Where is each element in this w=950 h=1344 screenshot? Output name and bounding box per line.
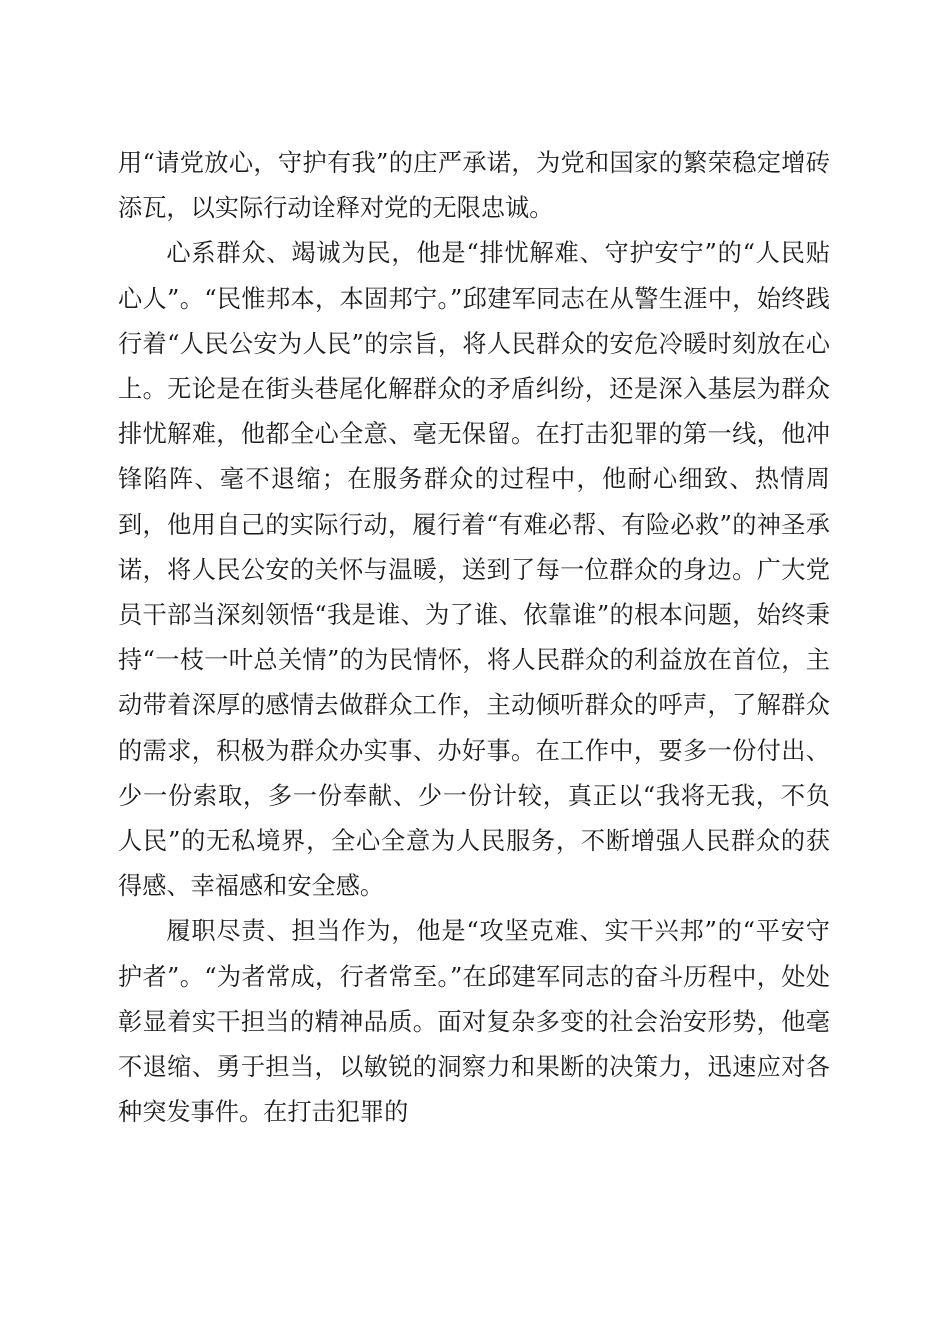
document-body bbox=[118, 141, 830, 1135]
paragraph-duty-and-responsibility: 履职尽责、担当作为，他是“攻坚克难、实干兴邦”的“平安守护者”。“为者常成，行者常至。”在邱建军同志的奋斗历程中，处处彰显着实干担当的精神品质。面对复杂多变的社会治安形势，他毫不退缩、勇于担当，以敏锐的洞察力和果断的决策力，迅速应对各种突发事件。在打击犯罪的 bbox=[118, 917, 830, 1127]
paragraph-serve-the-people: 心系群众、竭诚为民，他是“排忧解难、守护安宁”的“人民贴心人”。“民惟邦本，本固邦宁。”邱建军同志在从警生涯中，始终践行着“人民公安为人民”的宗旨，将人民群众的安危冷暖时刻放在心上。无论是在街头巷尾化解群众的矛盾纠纷，还是深入基层为群众排忧解难，他都全心全意、毫无保留。在打击犯罪的第一线，他冲锋陷阵、毫不退缩；在服务群众的过程中，他耐心细致、热情周到，他用自己的实际行动，履行着“有难必帮、有险必救”的神圣承诺，将人民公安的关怀与温暖，送到了每一位群众的身边。广大党员干部当深刻领悟“我是谁、为了谁、依靠谁”的根本问题，始终秉持“一枝一叶总关情”的为民情怀，将人民群众的利益放在首位，主动带着深厚的感情去做群众工作，主动倾听群众的呼声，了解群众的需求，积极为群众办实事、办好事。在工作中，要多一份付出、少一份索取，多一份奉献、少一份计较，真正以“我将无我，不负人民”的无私境界，全心全意为人民服务，不断增强人民群众的获得感、幸福感和安全感。 bbox=[118, 239, 830, 901]
paragraph-continuation: 用“请党放心，守护有我”的庄严承诺，为党和国家的繁荣稳定增砖添瓦，以实际行动诠释对党的无限忠诚。 bbox=[118, 149, 830, 223]
